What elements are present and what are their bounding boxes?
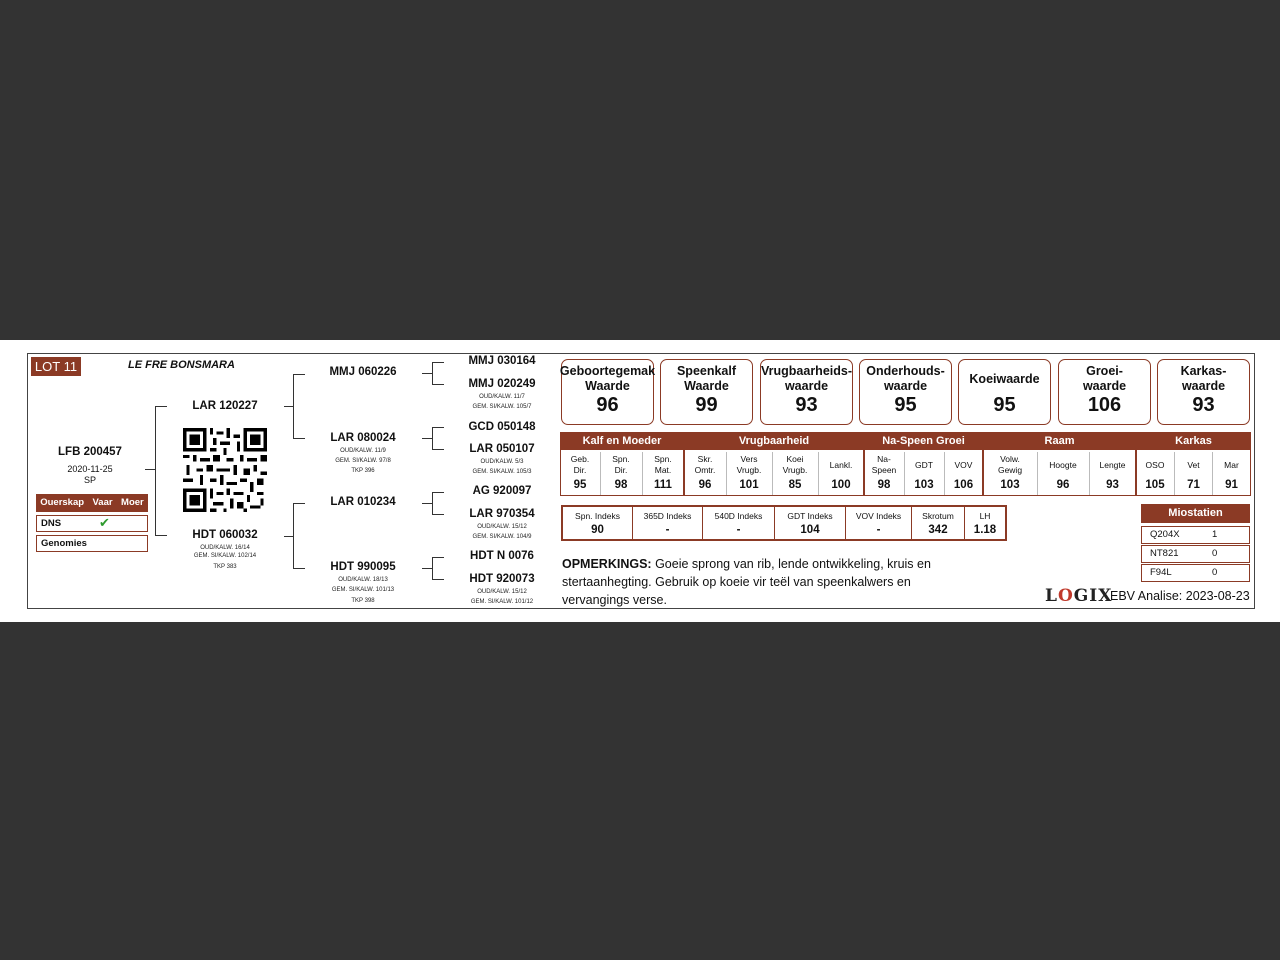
dam-tkp: TKP 383	[213, 564, 237, 570]
ebv-col-value: 105	[1145, 479, 1165, 491]
index-col-365d	[633, 507, 702, 539]
dam-dam-id: HDT 990095	[330, 561, 396, 573]
great-grandparent-6: LAR 970354	[469, 508, 535, 520]
ebv-col-value: 111	[654, 479, 672, 491]
great-grandparent-4-calving: OUD/KALW. 5/3	[480, 459, 524, 465]
ebv-col-value: 91	[1225, 479, 1238, 491]
value-box-weaner	[660, 359, 753, 425]
ownership-header-parentage: Ouerskap	[40, 497, 85, 508]
pedigree-line	[432, 492, 433, 515]
myostatin-row	[1141, 564, 1250, 582]
great-grandparent-2-avg-calving: GEM. SI/KALW. 105/7	[472, 404, 532, 410]
index-header: Skrotum	[922, 511, 954, 521]
ebv-col-value: 95	[573, 479, 587, 491]
great-grandparent-6-avg-calving: GEM. SI/KALW. 104/9	[472, 534, 532, 540]
ebv-table	[560, 432, 1251, 496]
logo-text-end: GIX	[1073, 586, 1113, 606]
value-label: Groei- waarde	[1082, 364, 1127, 393]
check-icon: ✔	[99, 515, 110, 530]
index-table	[561, 505, 1007, 541]
value-label: Geboortegemak Waarde	[559, 364, 656, 393]
sire-dam-tkp: TKP 396	[351, 468, 375, 474]
ebv-col-value: 101	[739, 479, 759, 491]
dam-calving: OUD/KALW. 16/14	[200, 545, 250, 551]
index-value: 104	[800, 524, 820, 536]
index-value: -	[736, 524, 741, 536]
value-label: Karkas- waarde	[1180, 364, 1227, 393]
ebv-col-height	[1038, 452, 1088, 492]
pedigree-line	[293, 503, 294, 569]
logo-text-start: L	[1045, 586, 1058, 606]
ebv-col-value: 103	[1000, 479, 1020, 491]
great-grandparent-2: MMJ 020249	[468, 378, 536, 390]
sire-id: LAR 120227	[192, 400, 258, 412]
pedigree-line	[432, 362, 444, 363]
pedigree-line	[432, 427, 444, 428]
ebv-col-header: Lengte	[1099, 459, 1126, 470]
value-label: Koeiwaarde	[969, 371, 1040, 386]
dam-sire-id: LAR 010234	[330, 496, 396, 508]
logix-logo	[1045, 586, 1112, 606]
ebv-col-header: Koei Vrugb.	[782, 454, 808, 475]
index-col-weaning	[563, 507, 632, 539]
sire-dam-id: LAR 080024	[330, 432, 396, 444]
remarks-label: OPMERKINGS:	[562, 557, 652, 571]
pedigree-line	[432, 557, 433, 580]
index-col-adg	[775, 507, 845, 539]
dam-id: HDT 060032	[192, 529, 258, 541]
animal-id: LFB 200457	[58, 446, 122, 458]
myostatin-value: 1	[1212, 529, 1218, 540]
ebv-col-header: Volw. Gewig	[997, 454, 1023, 475]
ebv-col-adg	[905, 452, 943, 492]
ebv-col-value: 96	[1056, 479, 1070, 491]
ownership-row-dns	[36, 515, 148, 532]
sire-dam-avg-calving: GEM. SI/KALW. 97/8	[335, 458, 391, 464]
great-grandparent-6-calving: OUD/KALW. 15/12	[477, 524, 527, 530]
ebv-col-fcr	[945, 452, 982, 492]
ebv-col-value: 100	[831, 479, 851, 491]
remarks	[562, 555, 952, 609]
value-box-cow	[958, 359, 1051, 425]
dam-dam-calving: OUD/KALW. 18/13	[338, 577, 388, 583]
value-number: 93	[1192, 394, 1215, 416]
value-box-carcass	[1157, 359, 1250, 425]
index-col-scrotum	[912, 507, 964, 539]
ebv-col-value: 93	[1106, 479, 1119, 491]
value-box-maintenance	[859, 359, 952, 425]
value-number: 99	[695, 394, 718, 416]
ebv-col-header: Vers Vrugb.	[736, 454, 762, 475]
great-grandparent-5: AG 920097	[472, 485, 532, 497]
ownership-label: Genomies	[41, 538, 87, 549]
myostatin-value: 0	[1212, 548, 1218, 559]
value-box-growth	[1058, 359, 1151, 425]
ebv-group-fertility: Vrugbaarheid	[685, 433, 863, 450]
ebv-col-header: Geb. Dir.	[570, 454, 590, 475]
ebv-col-cow-fertility	[773, 452, 817, 492]
ebv-col-eye-muscle	[1137, 452, 1173, 492]
sire-sire-id: MMJ 060226	[329, 366, 397, 378]
great-grandparent-4: LAR 050107	[469, 443, 535, 455]
remarks-text: Goeie sprong van rib, lende ontwikkeling, kruis en stertaanhegting. Gebruik op koeie vir teël van speenkalwers en vervangings verse.	[562, 557, 931, 607]
myostatin-key: F94L	[1150, 567, 1172, 578]
ebv-analysis-date: EBV Analise: 2023-08-23	[1110, 589, 1250, 603]
ownership-row-genomics	[36, 535, 148, 552]
myostatin-row	[1141, 526, 1250, 544]
myostatin-key: Q204X	[1150, 529, 1180, 540]
index-value: -	[665, 524, 670, 536]
pedigree-line	[432, 579, 444, 580]
ebv-col-post-wean	[865, 452, 903, 492]
lot-badge: LOT 11	[31, 357, 81, 376]
pedigree-line	[432, 492, 444, 493]
ebv-col-wean-direct	[601, 452, 641, 492]
ebv-col-header: Spn. Dir.	[612, 454, 630, 475]
pedigree-line	[293, 568, 305, 569]
index-header: 365D Indeks	[643, 511, 692, 521]
ebv-col-header: VOV	[954, 459, 973, 470]
ebv-group-calf-cow: Kalf en Moeder	[561, 433, 683, 450]
value-box-calving-ease	[561, 359, 654, 425]
ebv-col-value: 106	[953, 479, 974, 491]
value-label: Speenkalf Waarde	[676, 364, 737, 393]
pedigree-line	[432, 384, 444, 385]
breed-title: LE FRE BONSMARA	[128, 359, 235, 371]
index-col-fcr	[846, 507, 911, 539]
great-grandparent-8-calving: OUD/KALW. 15/12	[477, 589, 527, 595]
value-number: 96	[596, 394, 619, 416]
value-box-fertility	[760, 359, 853, 425]
pedigree-line	[293, 374, 294, 439]
ebv-col-value: 98	[877, 479, 891, 491]
pedigree-line	[155, 406, 156, 536]
index-value: 90	[591, 524, 604, 536]
value-number: 95	[993, 394, 1016, 416]
ebv-col-header: Vet	[1187, 459, 1200, 470]
index-value: 1.18	[973, 524, 997, 536]
ebv-col-header: Hoogte	[1049, 459, 1077, 470]
value-number: 93	[795, 394, 818, 416]
ownership-header-sire: Vaar	[92, 497, 113, 508]
ebv-col-mature-weight	[984, 452, 1036, 492]
value-number: 95	[894, 394, 917, 416]
ebv-col-longevity	[819, 452, 863, 492]
ebv-col-value: 85	[788, 479, 802, 491]
value-label: Vrugbaarheids- waarde	[761, 364, 852, 393]
ebv-col-value: 103	[914, 479, 934, 491]
pedigree-line	[432, 362, 433, 385]
ebv-col-header: OSO	[1145, 459, 1165, 470]
great-grandparent-8-avg-calving: GEM. SI/KALW. 101/12	[470, 599, 534, 605]
myostatin-value: 0	[1212, 567, 1218, 578]
great-grandparent-4-avg-calving: GEM. SI/KALW. 105/3	[472, 469, 532, 475]
ebv-group-frame: Raam	[984, 433, 1135, 450]
dam-avg-calving: GEM. SI/KALW. 102/14	[193, 553, 257, 559]
index-header: LH	[979, 511, 991, 521]
index-col-lh	[965, 507, 1005, 539]
pedigree-line	[432, 449, 444, 450]
myostatin-row	[1141, 545, 1250, 563]
ebv-col-wean-maternal	[643, 452, 683, 492]
ebv-group-carcass: Karkas	[1137, 433, 1250, 450]
great-grandparent-1: MMJ 030164	[468, 355, 536, 367]
dam-dam-tkp: TKP 398	[351, 598, 375, 604]
animal-code: SP	[83, 475, 96, 485]
myostatin-key: NT821	[1150, 548, 1179, 559]
value-label: Onderhouds- waarde	[866, 364, 945, 393]
ebv-col-header: Spn. Mat.	[654, 454, 672, 475]
index-header: VOV Indeks	[855, 511, 902, 521]
pedigree-line	[155, 535, 167, 536]
ebv-group-post-wean: Na-Speen Groei	[865, 433, 982, 450]
ebv-col-value: 96	[698, 479, 712, 491]
great-grandparent-8: HDT 920073	[469, 573, 535, 585]
ebv-col-value: 71	[1187, 479, 1200, 491]
ebv-col-fat	[1175, 452, 1212, 492]
sire-dam-calving: OUD/KALW. 11/9	[340, 448, 386, 454]
great-grandparent-7: HDT N 0076	[470, 550, 534, 562]
index-col-540d	[703, 507, 774, 539]
great-grandparent-2-calving: OUD/KALW. 11/7	[479, 394, 525, 400]
myostatin-header: Miostatien	[1141, 504, 1250, 523]
index-value: -	[876, 524, 881, 536]
ebv-col-scrotal	[685, 452, 725, 492]
ebv-col-value: 98	[614, 479, 628, 491]
ebv-col-header: Mar	[1224, 459, 1239, 470]
pedigree-line	[432, 514, 444, 515]
ebv-col-header: Skr. Omtr.	[694, 454, 716, 475]
ebv-col-header: GDT	[915, 459, 933, 470]
index-header: 540D Indeks	[714, 511, 763, 521]
index-value: 342	[928, 524, 948, 536]
ownership-header	[36, 494, 148, 512]
pedigree-line	[432, 427, 433, 450]
pedigree-line	[432, 557, 444, 558]
ebv-col-header: Na- Speen	[871, 454, 897, 475]
ownership-label: DNS	[41, 518, 62, 529]
ebv-col-length	[1090, 452, 1135, 492]
ebv-col-marbling	[1213, 452, 1250, 492]
ebv-col-header: Lankl.	[829, 459, 853, 470]
index-header: Spn. Indeks	[575, 511, 620, 521]
dam-dam-avg-calving: GEM. SI/KALW. 101/13	[331, 587, 395, 593]
pedigree-line	[293, 374, 305, 375]
qr-code-icon	[183, 428, 267, 512]
logo-text-o: O	[1057, 586, 1074, 606]
ebv-col-birth-direct	[561, 452, 599, 492]
value-number: 106	[1087, 394, 1122, 416]
ebv-col-heifer-fertility	[727, 452, 771, 492]
pedigree-line	[293, 503, 305, 504]
ownership-header-dam: Moer	[121, 497, 144, 508]
pedigree-line	[155, 406, 167, 407]
index-header: GDT Indeks	[787, 511, 833, 521]
pedigree-line	[293, 438, 305, 439]
great-grandparent-3: GCD 050148	[468, 421, 536, 433]
animal-date: 2020-11-25	[67, 464, 113, 474]
